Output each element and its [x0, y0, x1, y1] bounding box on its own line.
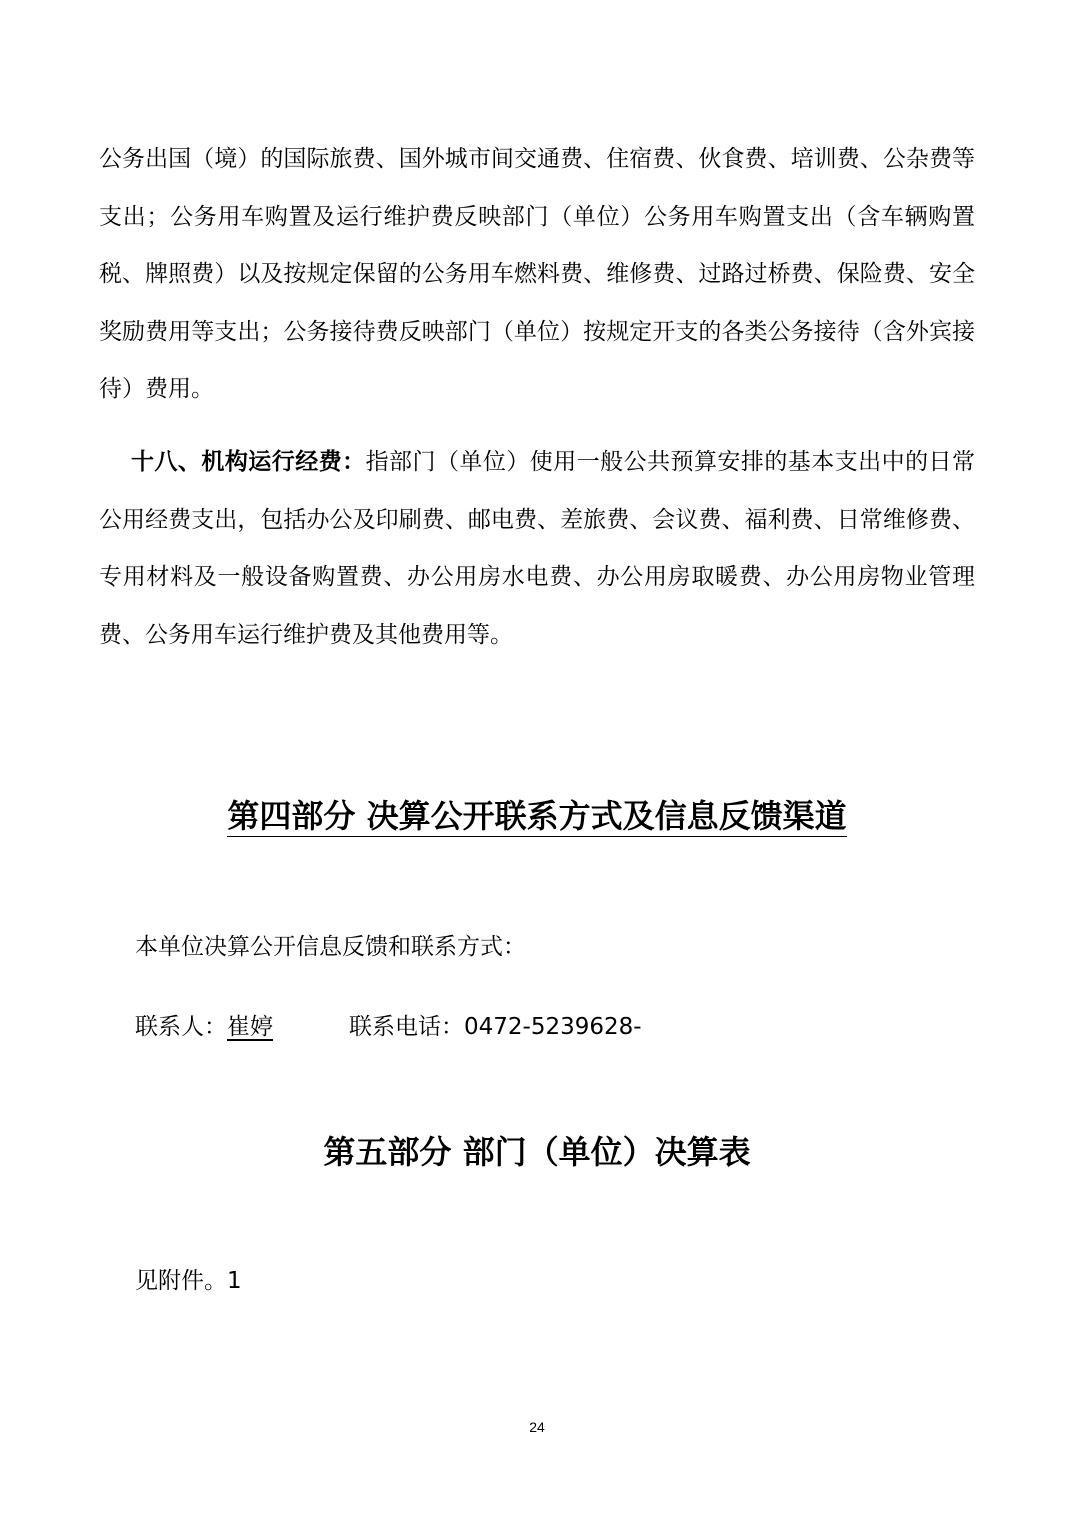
contact-name: 崔婷	[227, 1014, 273, 1040]
section-5-title: 第五部分 部门（单位）决算表	[323, 1133, 751, 1171]
paragraph-operating-expenses	[99, 434, 975, 664]
section-4-title: 第四部分 决算公开联系方式及信息反馈渠道	[227, 797, 847, 835]
attachment-note: 见附件。1	[135, 1268, 242, 1294]
contact-label: 联系人：	[135, 1014, 227, 1040]
contact-intro: 本单位决算公开信息反馈和联系方式：	[135, 934, 526, 960]
phone-value: 0472-5239628-	[464, 1014, 642, 1040]
page-number: 24	[529, 1419, 545, 1435]
definition-operating-expenses: 指部门（单位）使用一般公共预算安排的基本支出中的日常公用经费支出，包括办公及印刷费、邮电费、差旅费、会议费、福利费、日常维修费、专用材料及一般设备购置费、办公用房水电费、办公用房取暖费、办公用房物业管理费、公务用车运行维护费及其他费用等。	[99, 449, 976, 648]
contact-line	[135, 1011, 642, 1043]
term-operating-expenses: 十八、机构运行经费：	[131, 449, 366, 475]
paragraph-expense-definitions: 公务出国（境）的国际旅费、国外城市间交通费、住宿费、伙食费、培训费、公杂费等支出；公务用车购置及运行维护费反映部门（单位）公务用车购置支出（含车辆购置税、牌照费）以及按规定保留的公务用车燃料费、维修费、过路过桥费、保险费、安全奖励费用等支出；公务接待费反映部门（单位）按规定开支的各类公务接待（含外宾接待）费用。	[99, 146, 975, 402]
phone-label: 联系电话：	[349, 1014, 464, 1040]
